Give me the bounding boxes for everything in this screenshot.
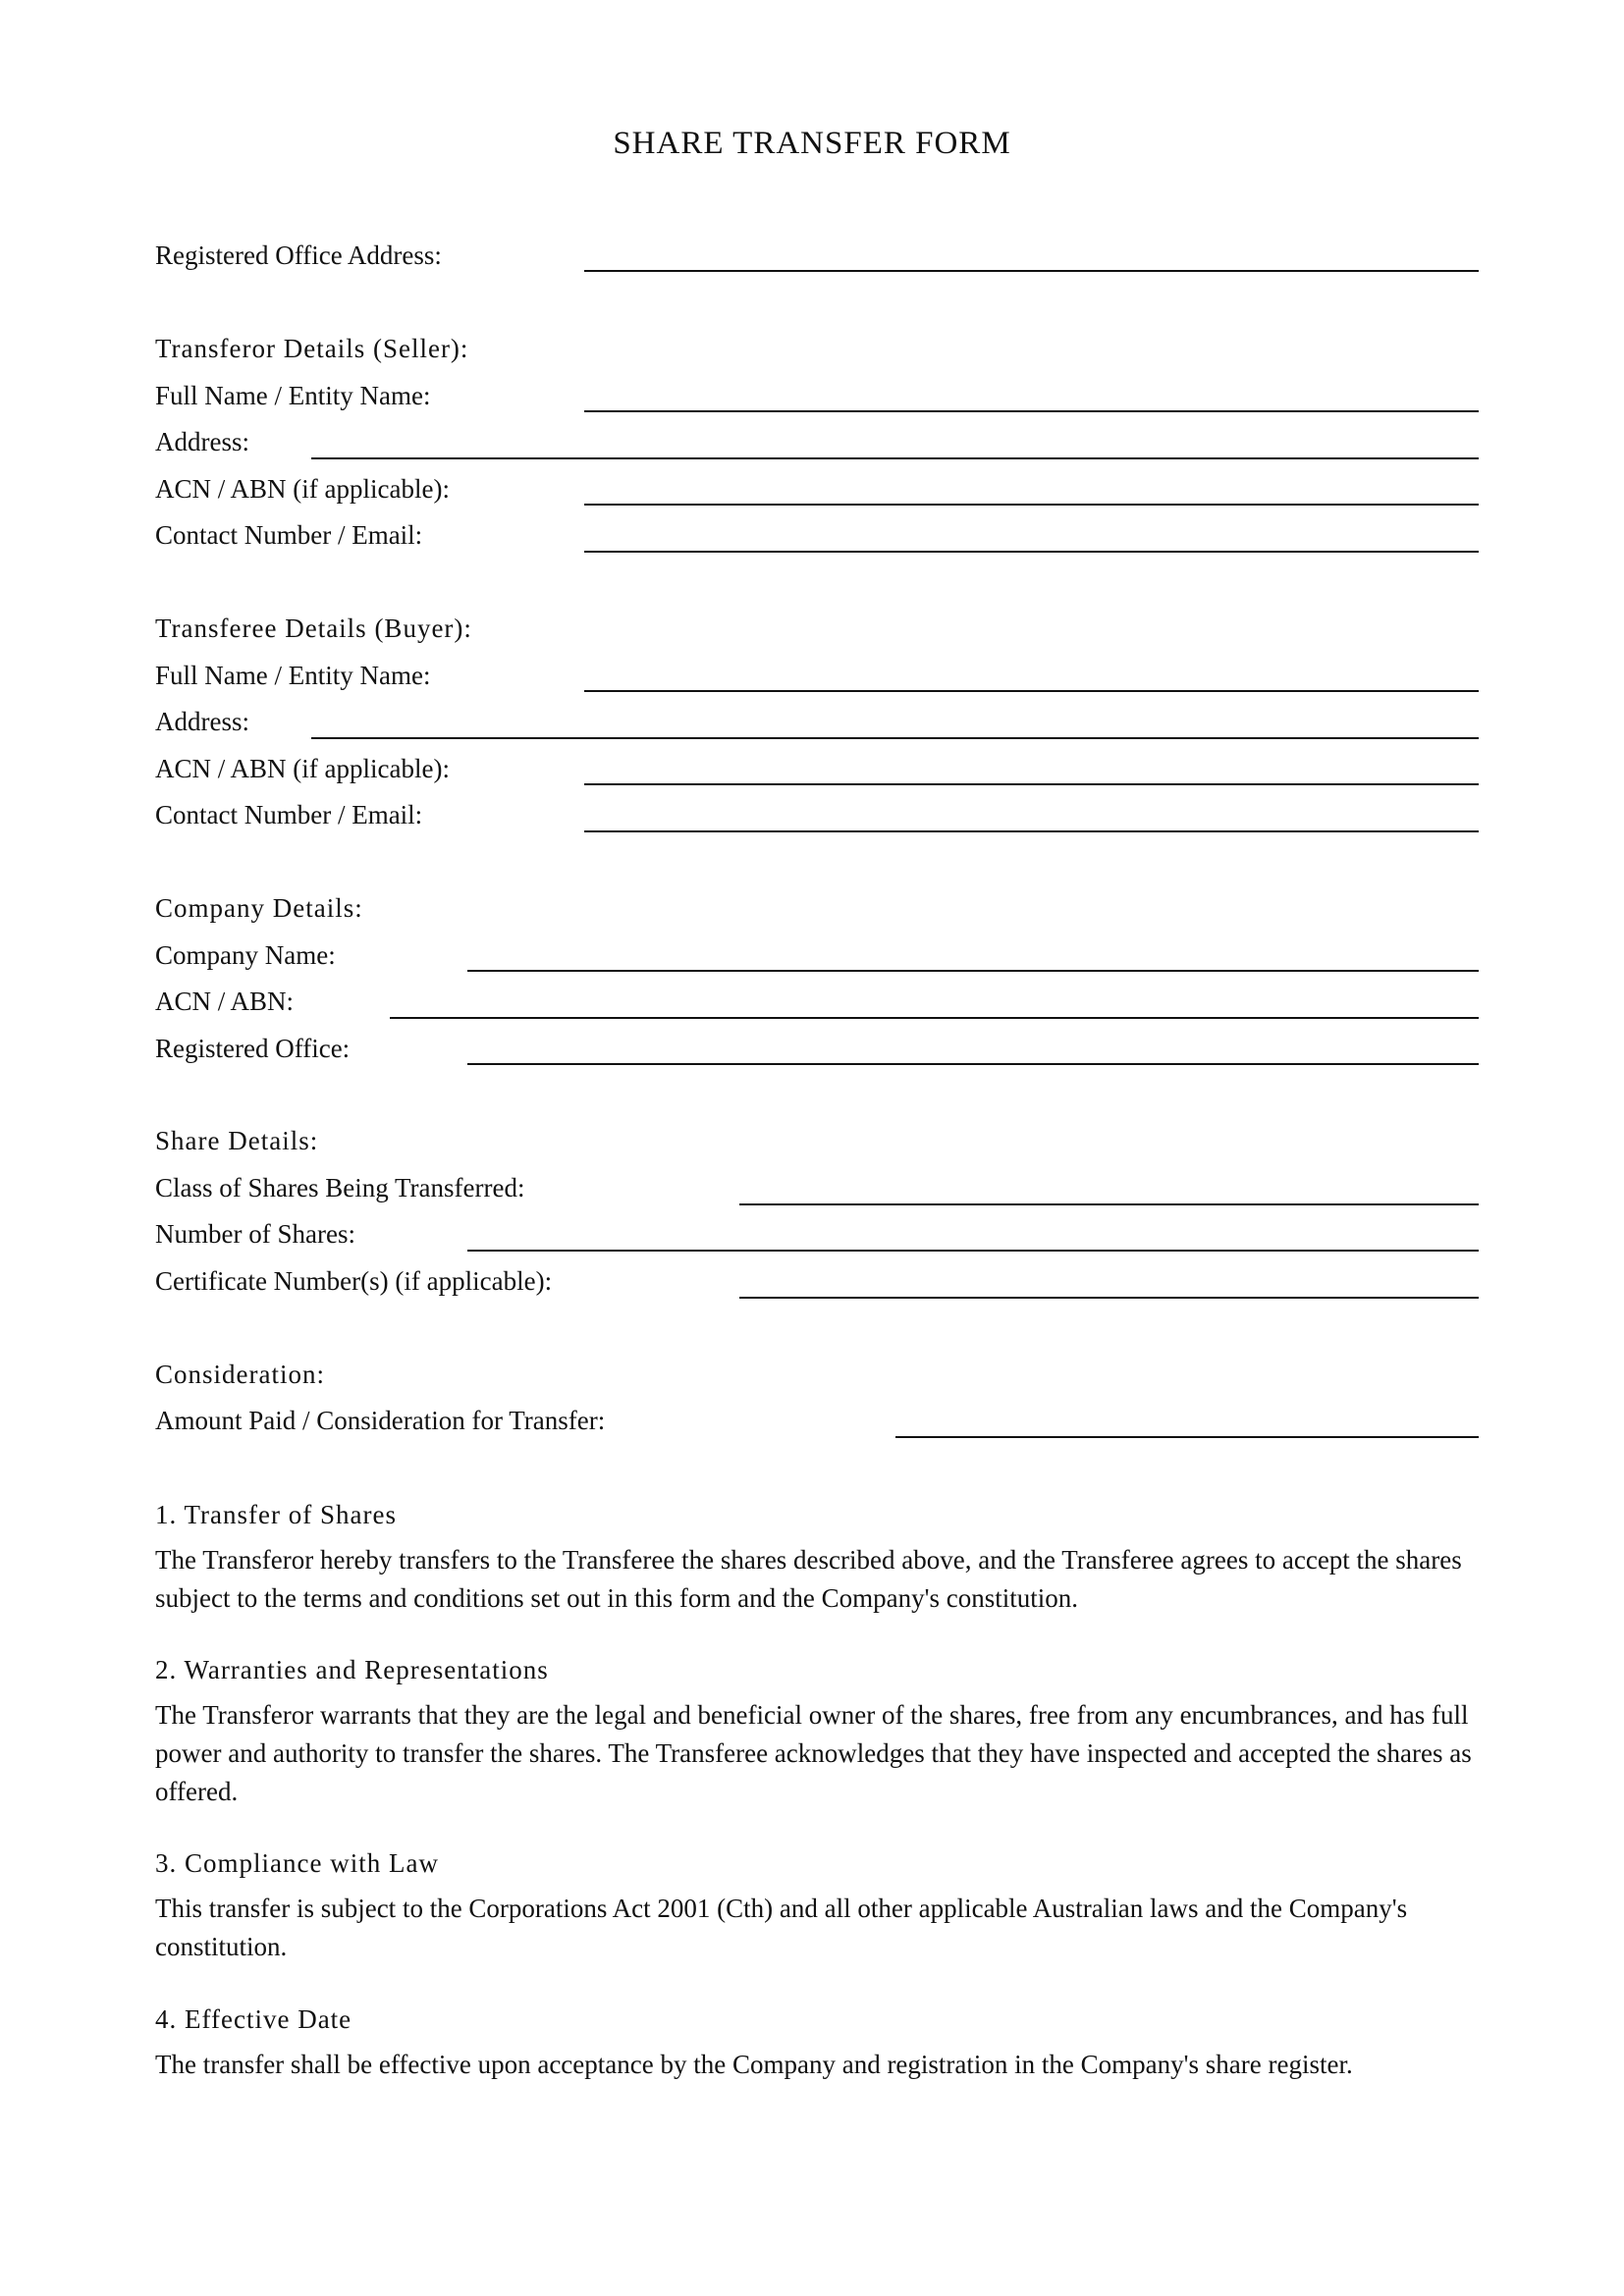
transferee-contact-field[interactable] [584,830,1479,832]
section-4-title: 4. Effective Date [155,2004,352,2034]
transferee-acn-abn-label: ACN / ABN (if applicable): [155,754,450,783]
transferor-contact-field[interactable] [584,551,1479,553]
transferor-acn-abn-label: ACN / ABN (if applicable): [155,474,450,504]
transferee-acn-abn-field[interactable] [584,783,1479,785]
transferor-full-name-field[interactable] [584,410,1479,412]
share-number-label: Number of Shares: [155,1219,355,1249]
consideration-heading: Consideration: [155,1360,325,1389]
page-title: SHARE TRANSFER FORM [613,126,1011,161]
registered-office-address-field[interactable] [584,270,1479,272]
section-3-title: 3. Compliance with Law [155,1848,439,1878]
transferor-acn-abn-field[interactable] [584,504,1479,506]
company-registered-office-label: Registered Office: [155,1034,351,1063]
transferor-heading: Transferor Details (Seller): [155,334,469,363]
company-registered-office-field[interactable] [467,1063,1479,1065]
section-4-body: The transfer shall be effective upon acceptance by the Company and registration in the Company's share register. [155,2050,1353,2079]
transferee-full-name-field[interactable] [584,690,1479,692]
transferor-full-name-label: Full Name / Entity Name: [155,381,431,410]
share-details-heading: Share Details: [155,1126,319,1155]
section-1-body: The Transferor hereby transfers to the Transferee the shares described above, and the Transferee agrees to accept the shares subject to the terms and conditions set out in this form and the Company's constitution. [155,1545,1462,1613]
transferor-contact-label: Contact Number / Email: [155,520,423,550]
section-2-body: The Transferor warrants that they are the legal and beneficial owner of the shares, free from any encumbrances, and has full power and authority to transfer the shares. The Transferee acknowledges that they have inspected and accepted the shares as offered. [155,1700,1472,1806]
transferee-heading: Transferee Details (Buyer): [155,614,472,643]
transferee-address-label: Address: [155,707,249,736]
company-acn-abn-field[interactable] [390,1017,1479,1019]
share-number-field[interactable] [467,1250,1479,1252]
consideration-amount-field[interactable] [895,1436,1479,1438]
share-class-label: Class of Shares Being Transferred: [155,1173,525,1202]
section-2-title: 2. Warranties and Representations [155,1655,549,1684]
consideration-amount-label: Amount Paid / Consideration for Transfer: [155,1406,606,1435]
company-acn-abn-label: ACN / ABN: [155,987,295,1016]
transferee-contact-label: Contact Number / Email: [155,800,423,829]
company-heading: Company Details: [155,893,363,923]
certificate-number-label: Certificate Number(s) (if applicable): [155,1266,553,1296]
certificate-number-field[interactable] [739,1297,1479,1299]
transferor-address-label: Address: [155,427,249,456]
section-1-title: 1. Transfer of Shares [155,1500,397,1529]
section-3-body: This transfer is subject to the Corporations Act 2001 (Cth) and all other applicable Australian laws and the Company's constitution. [155,1894,1408,1961]
transferee-address-field[interactable] [311,737,1479,739]
registered-office-address-label: Registered Office Address: [155,240,442,270]
transferor-address-field[interactable] [311,457,1479,459]
share-class-field[interactable] [739,1203,1479,1205]
transferee-full-name-label: Full Name / Entity Name: [155,661,431,690]
company-name-field[interactable] [467,970,1479,972]
company-name-label: Company Name: [155,940,336,970]
